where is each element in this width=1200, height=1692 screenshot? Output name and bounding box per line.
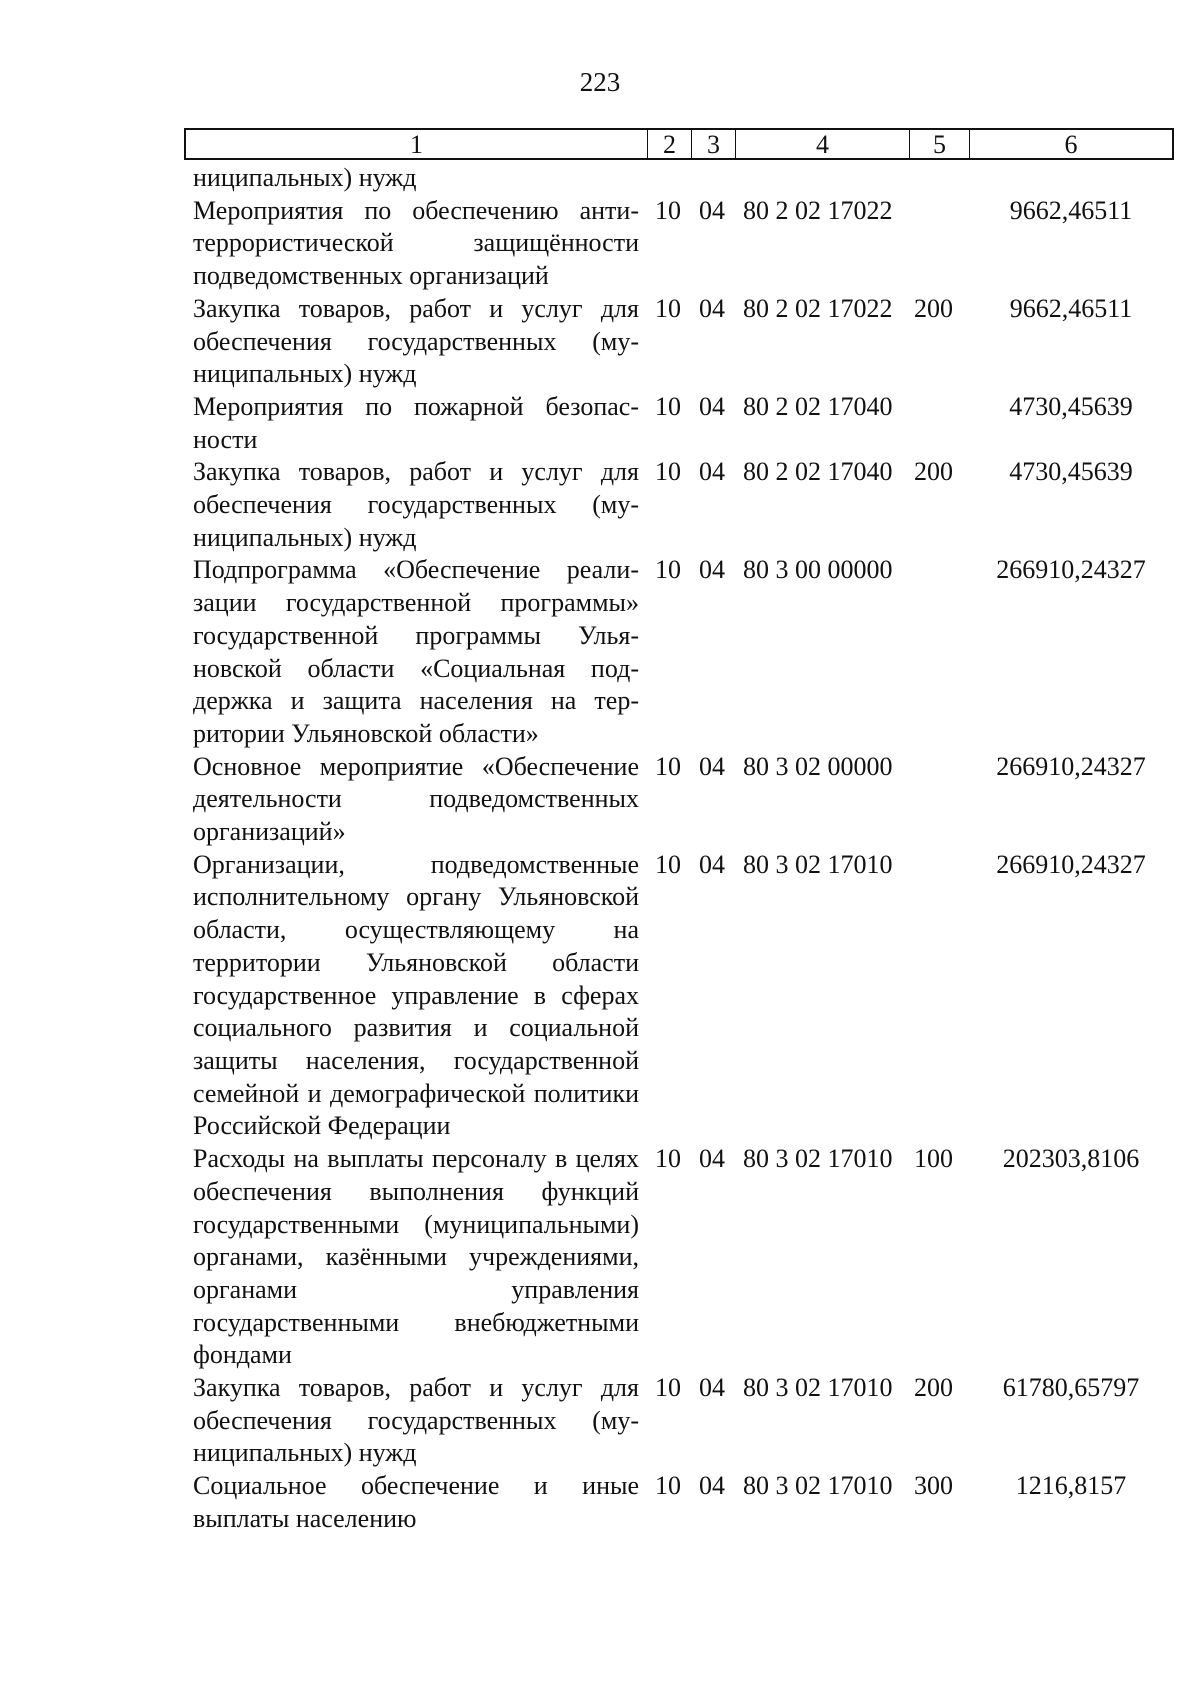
- row-target-article: 80 3 02 00000: [743, 751, 893, 781]
- row-amount: 1216,8157: [1015, 1471, 1127, 1501]
- table-header: [184, 128, 1174, 160]
- row-target-article: 80 3 02 17010: [743, 1471, 893, 1501]
- row-description: Мероприятия по обеспечению антитеррористической защищённости подведомственных организаций: [193, 195, 639, 291]
- row-section: 10: [655, 751, 681, 781]
- row-target-article: 80 2 02 17040: [743, 391, 893, 421]
- table-row: [193, 1470, 1173, 1535]
- header-col-2: 2: [648, 130, 692, 158]
- row-target-article: 80 3 02 17010: [743, 849, 893, 879]
- table-body: [193, 162, 1173, 1536]
- table-row: [193, 1143, 1173, 1372]
- row-subsection: 04: [699, 391, 725, 421]
- row-description: Социальное обеспечение и иные выплаты населению: [193, 1471, 639, 1533]
- row-section: 10: [655, 1471, 681, 1501]
- header-col-1: 1: [186, 130, 648, 158]
- row-subsection: 04: [699, 555, 725, 585]
- row-target-article: 80 3 02 17010: [743, 1144, 893, 1174]
- table-row: [193, 849, 1173, 1143]
- row-description: ниципальных) нужд: [193, 163, 417, 192]
- row-expense-type: 100: [914, 1144, 953, 1174]
- row-section: 10: [655, 555, 681, 585]
- header-col-6: 6: [1064, 130, 1078, 159]
- table-row: [193, 391, 1173, 456]
- row-amount: 9662,46511: [1009, 293, 1133, 323]
- row-amount: 266910,24327: [996, 751, 1146, 781]
- row-expense-type: 300: [914, 1471, 953, 1501]
- table-row: [193, 195, 1173, 293]
- table-row: [193, 751, 1173, 849]
- row-amount: 266910,24327: [996, 849, 1146, 879]
- row-subsection: 04: [699, 293, 725, 323]
- row-description: Закупка товаров, работ и услуг для обеспечения государственных (муниципальных) нужд: [193, 1373, 639, 1468]
- row-subsection: 04: [699, 849, 725, 879]
- row-section: 10: [655, 849, 681, 879]
- row-section: 10: [655, 457, 681, 487]
- table-row: [193, 162, 1173, 195]
- row-target-article: 80 2 02 17022: [743, 293, 893, 323]
- row-description: Организации, подведомственные исполнительному органу Ульяновской области, осуществляющему на территории Ульяновской области государственное управление в сферах социального развития и социальной защиты населения, государственной семейной и демографической политики Российской Федерации: [193, 849, 639, 1141]
- row-description: Закупка товаров, работ и услуг для обеспечения государственных (муниципальных) нужд: [193, 293, 639, 389]
- header-col-3: 3: [692, 130, 736, 158]
- table-row: [193, 554, 1173, 750]
- row-section: 10: [655, 293, 681, 323]
- row-subsection: 04: [699, 457, 725, 487]
- row-target-article: 80 2 02 17022: [743, 195, 893, 225]
- row-expense-type: 200: [914, 1373, 953, 1403]
- row-expense-type: 200: [914, 457, 953, 487]
- row-subsection: 04: [699, 1373, 725, 1403]
- row-description: Мероприятия по пожарной безопасности: [193, 391, 639, 454]
- row-section: 10: [655, 195, 681, 225]
- row-subsection: 04: [699, 1471, 725, 1501]
- row-amount: 9662,46511: [1009, 195, 1133, 225]
- table-row: [193, 456, 1173, 554]
- row-description: Расходы на выплаты персоналу в целях обеспечения выполнения функций государственными (муниципальными) органами, казёнными учреждениями, органами управления государственными внебюджетными фондами: [193, 1144, 639, 1370]
- table-row: [193, 1372, 1173, 1470]
- header-col-4: 4: [736, 130, 910, 158]
- row-amount: 4730,45639: [1009, 457, 1133, 487]
- table-row: [193, 293, 1173, 391]
- row-amount: 202303,8106: [1002, 1144, 1140, 1174]
- row-target-article: 80 2 02 17040: [743, 457, 893, 487]
- header-col-5: 5: [910, 130, 970, 158]
- row-section: 10: [655, 1144, 681, 1174]
- row-amount: 4730,45639: [1009, 391, 1133, 421]
- row-section: 10: [655, 391, 681, 421]
- row-subsection: 04: [699, 195, 725, 225]
- row-amount: 266910,24327: [996, 555, 1146, 585]
- row-subsection: 04: [699, 751, 725, 781]
- row-description: Подпрограмма «Обеспечение реализации государственной программы» государственной программы Ульяновской области «Социальная поддержка и защита населения на территории Ульяновской области»: [193, 555, 639, 748]
- row-section: 10: [655, 1373, 681, 1403]
- row-target-article: 80 3 02 17010: [743, 1373, 893, 1403]
- row-description: Основное мероприятие «Обеспечение деятельности подведомственных организаций»: [193, 751, 639, 847]
- row-description: Закупка товаров, работ и услуг для обеспечения государственных (муниципальных) нужд: [193, 457, 639, 552]
- row-amount: 61780,65797: [1002, 1373, 1140, 1403]
- row-target-article: 80 3 00 00000: [743, 555, 893, 585]
- row-expense-type: 200: [914, 293, 953, 323]
- row-subsection: 04: [699, 1144, 725, 1174]
- page-number: 223: [579, 67, 621, 97]
